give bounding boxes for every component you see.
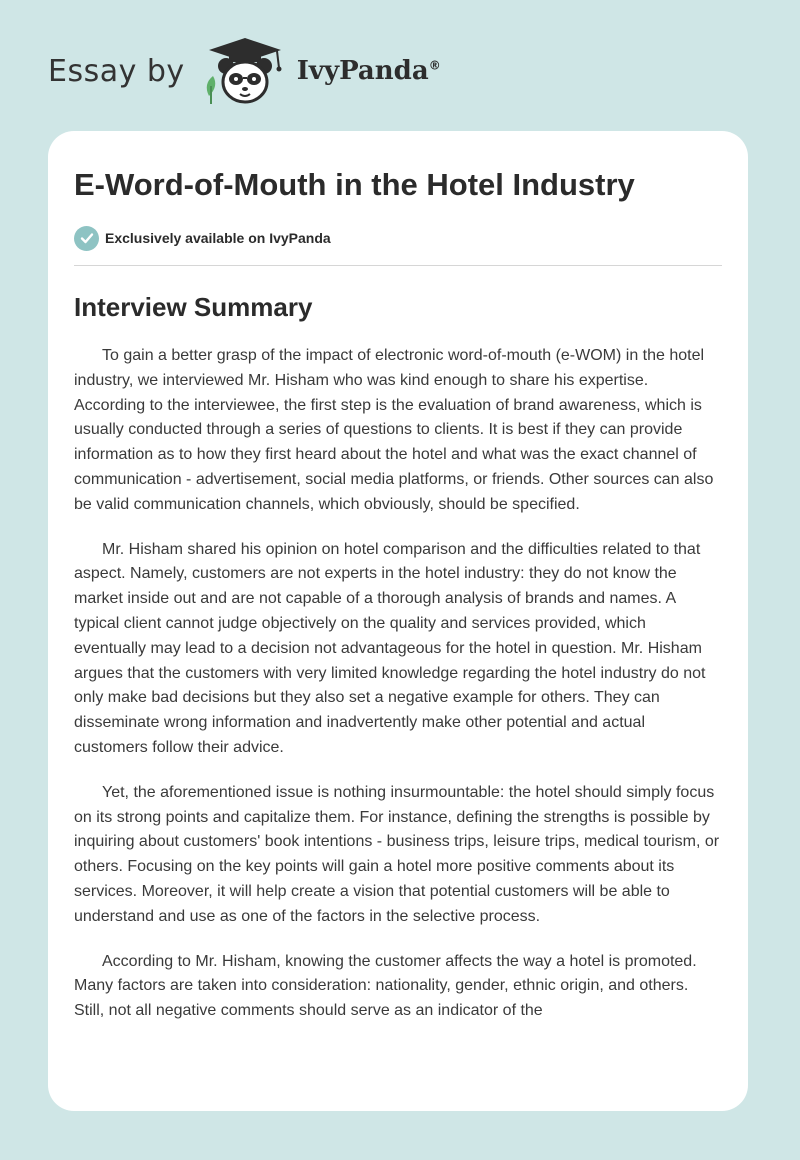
exclusive-badge bbox=[74, 225, 722, 251]
essay-card bbox=[48, 131, 748, 1111]
brand-name-text: IvyPanda bbox=[296, 56, 429, 86]
registered-mark: ® bbox=[428, 58, 441, 73]
brand-header[interactable] bbox=[48, 36, 441, 106]
page-title: E-Word-of-Mouth in the Hotel Industry bbox=[74, 167, 635, 202]
title-divider bbox=[74, 265, 722, 266]
check-icon bbox=[74, 226, 99, 251]
brand-prefix: Essay by bbox=[48, 53, 185, 89]
paragraph: According to Mr. Hisham, knowing the customer affects the way a hotel is promoted. Many factors are taken into consideration: nationality, gender, ethnic origin, and others. Still, not all negative comments should serve as an indicator of the bbox=[74, 952, 697, 1020]
section-heading: Interview Summary bbox=[74, 292, 313, 322]
brand-name bbox=[297, 56, 441, 86]
paragraph: Mr. Hisham shared his opinion on hotel comparison and the difficulties related to that aspect. Namely, customers are not experts in the hotel industry: they do not know the market inside out and are not capable of a thorough analysis of brands and names. A typical client cannot judge objectively on the quality and services provided, which eventually may lead to a decision not advantageous for the hotel in question. Mr. Hisham argues that the customers with very limited knowledge regarding the hotel industry do not only make bad decisions but they also set a negative example for others. They can disseminate wrong information and inadvertently make other potential and actual customers follow their advice. bbox=[74, 540, 706, 756]
paragraph: To gain a better grasp of the impact of electronic word-of-mouth (e-WOM) in the hotel industry, we interviewed Mr. Hisham who was kind enough to share his expertise. According to the interviewee, the first step is the evaluation of brand awareness, which is usually conducted through a series of questions to clients. It is best if they can provide information as to how they first heard about the hotel and what was the exact channel of communication - advertisement, social media platforms, or friends. Other sources can also be valid communication channels, which obviously, should be specified. bbox=[74, 347, 714, 513]
paragraph: Yet, the aforementioned issue is nothing insurmountable: the hotel should simply focus on its strong points and capitalize them. For instance, defining the strengths is possible by inquiring about customers' book intentions - business trips, leisure trips, medical tourism, or others. Focusing on the key points will gain a hotel more positive comments about its services. Moreover, it will help create a vision that potential customers will be able to understand and use as one of the factors in the selective process. bbox=[74, 783, 720, 925]
exclusive-badge-label: Exclusively available on IvyPanda bbox=[105, 230, 331, 246]
panda-logo-icon bbox=[199, 36, 291, 106]
